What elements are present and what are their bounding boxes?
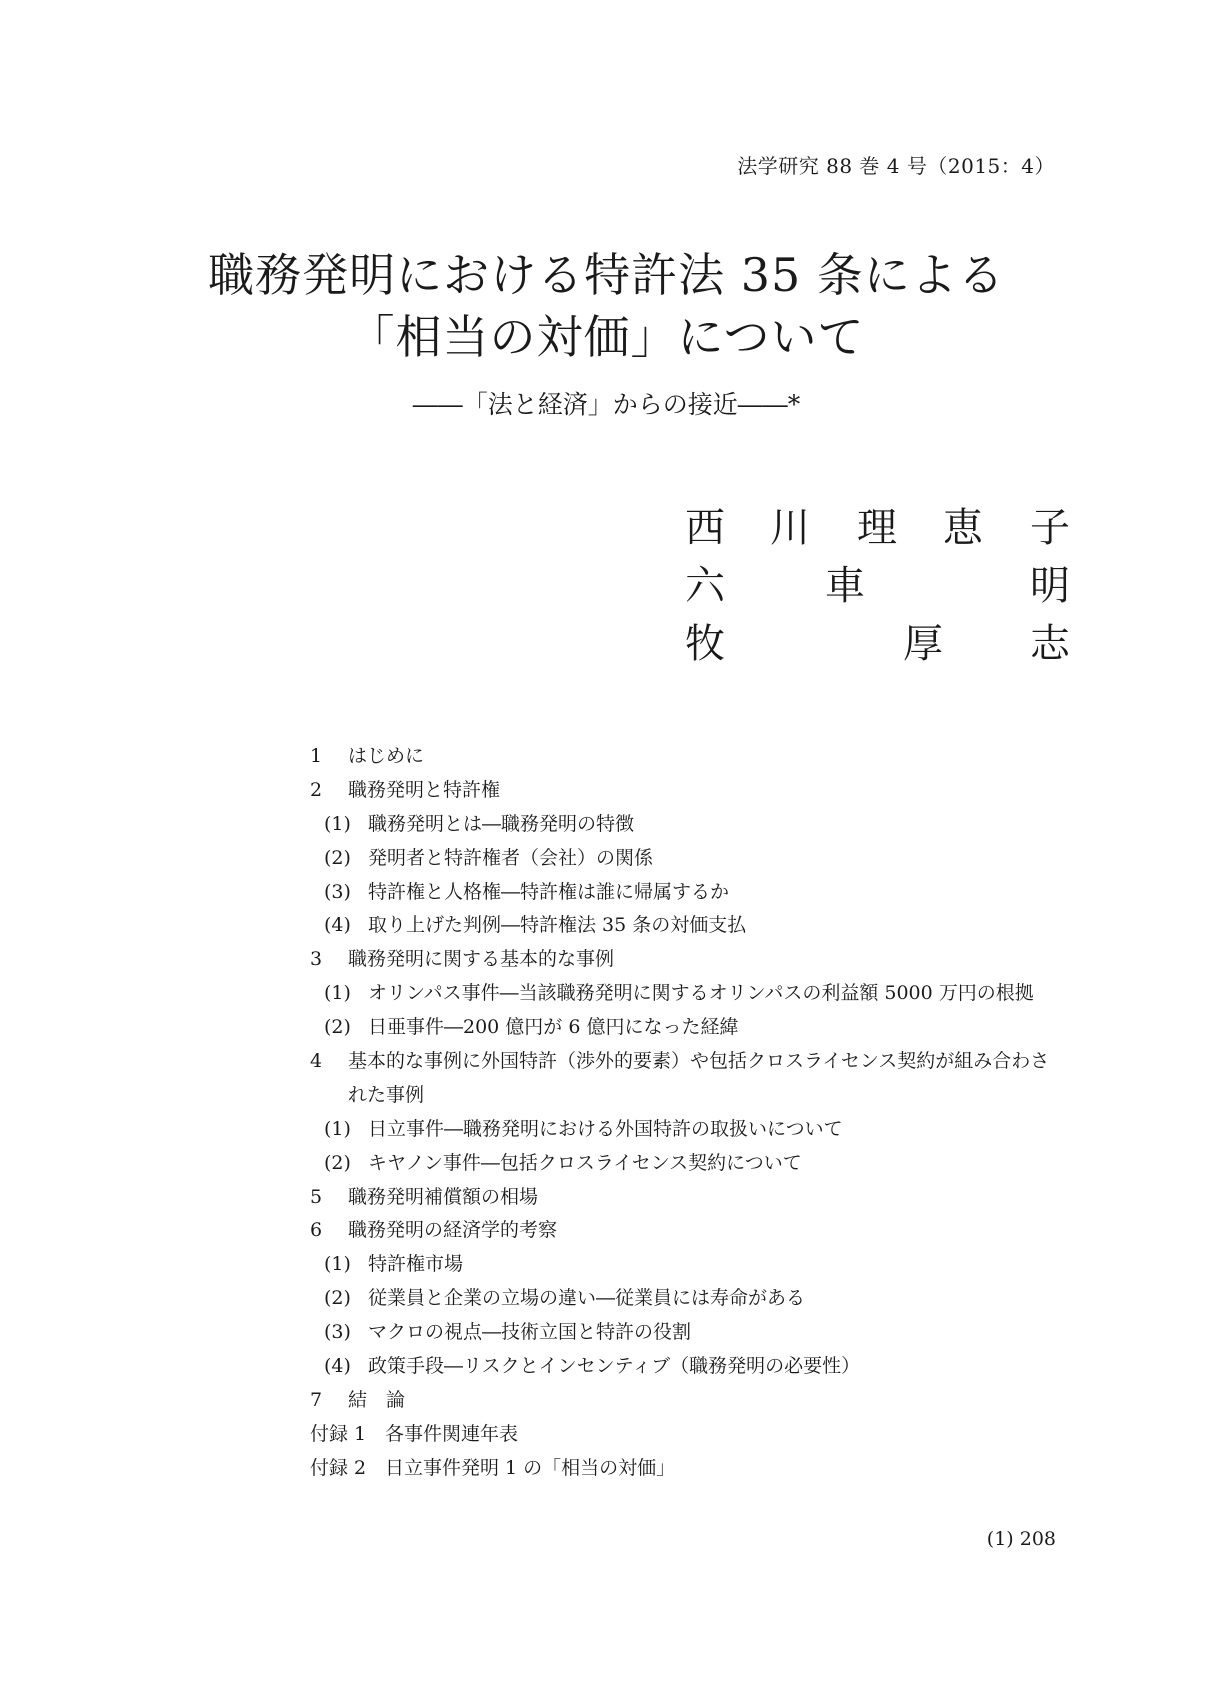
- toc-item: (3) マクロの視点―技術立国と特許の役割: [324, 1321, 692, 1344]
- table-of-contents: [310, 740, 1090, 1486]
- author-char: 子: [1030, 505, 1070, 551]
- toc-item: (2) 日亜事件―200 億円が 6 億円になった経緯: [324, 1016, 739, 1039]
- toc-item-continuation: れた事例: [348, 1083, 425, 1106]
- author-char: 牧: [685, 621, 725, 667]
- toc-item: 5 職務発明補償額の相場: [310, 1185, 539, 1208]
- paper-subtitle: ――「法と経済」からの接近――*: [412, 390, 801, 419]
- author-char: 川: [770, 505, 810, 551]
- toc-item: (1) オリンパス事件―当該職務発明に関するオリンパスの利益額 5000 万円の根拠: [324, 982, 1034, 1005]
- author-char: 恵: [943, 505, 983, 551]
- toc-item-appendix: 付録 2 日立事件発明 1 の「相当の対価」: [310, 1456, 676, 1479]
- author-char: 西: [685, 505, 725, 551]
- author-char: 志: [1030, 621, 1070, 667]
- toc-item: (1) 日立事件―職務発明における外国特許の取扱いについて: [324, 1117, 843, 1140]
- paper-title-line-1: 職務発明における特許法 35 条による: [208, 248, 1005, 302]
- toc-item: (2) 発明者と特許権者（会社）の関係: [324, 846, 654, 869]
- toc-item: (1) 職務発明とは―職務発明の特徴: [324, 812, 635, 835]
- toc-item: 6 職務発明の経済学的考察: [310, 1219, 558, 1242]
- author-char: 厚: [903, 621, 943, 667]
- toc-item: (3) 特許権と人格権―特許権は誰に帰属するか: [324, 880, 730, 903]
- author-char: 理: [857, 505, 897, 551]
- toc-item: (2) キヤノン事件―包括クロスライセンス契約について: [324, 1151, 802, 1174]
- author-name: [685, 563, 1090, 624]
- toc-item: (1) 特許権市場: [324, 1253, 464, 1276]
- author-char: 六: [685, 563, 725, 609]
- toc-item-appendix: 付録 1 各事件関連年表: [310, 1422, 519, 1445]
- toc-item: 4 基本的な事例に外国特許（渉外的要素）や包括クロスライセンス契約が組み合わさ: [310, 1050, 1050, 1073]
- page-number: (1) 208: [986, 1528, 1056, 1550]
- toc-item: 2 職務発明と特許権: [310, 778, 501, 801]
- journal-citation: 法学研究 88 巻 4 号（2015：4）: [737, 154, 1055, 178]
- toc-item: 3 職務発明に関する基本的な事例: [310, 948, 615, 971]
- toc-item: (2) 従業員と企業の立場の違い―従業員には寿命がある: [324, 1287, 806, 1310]
- author-char: 車: [825, 563, 865, 609]
- paper-title-line-2: 「相当の対価」について: [348, 310, 865, 364]
- toc-item: 7 結 論: [310, 1388, 406, 1411]
- author-list: [685, 505, 1090, 682]
- author-name: [685, 505, 1090, 566]
- toc-item: 1 はじめに: [310, 745, 425, 767]
- toc-item: (4) 政策手段―リスクとインセンティブ（職務発明の必要性）: [324, 1355, 861, 1378]
- author-char: 明: [1030, 563, 1070, 609]
- author-name: [685, 621, 1090, 682]
- toc-item: (4) 取り上げた判例―特許権法 35 条の対価支払: [324, 914, 747, 937]
